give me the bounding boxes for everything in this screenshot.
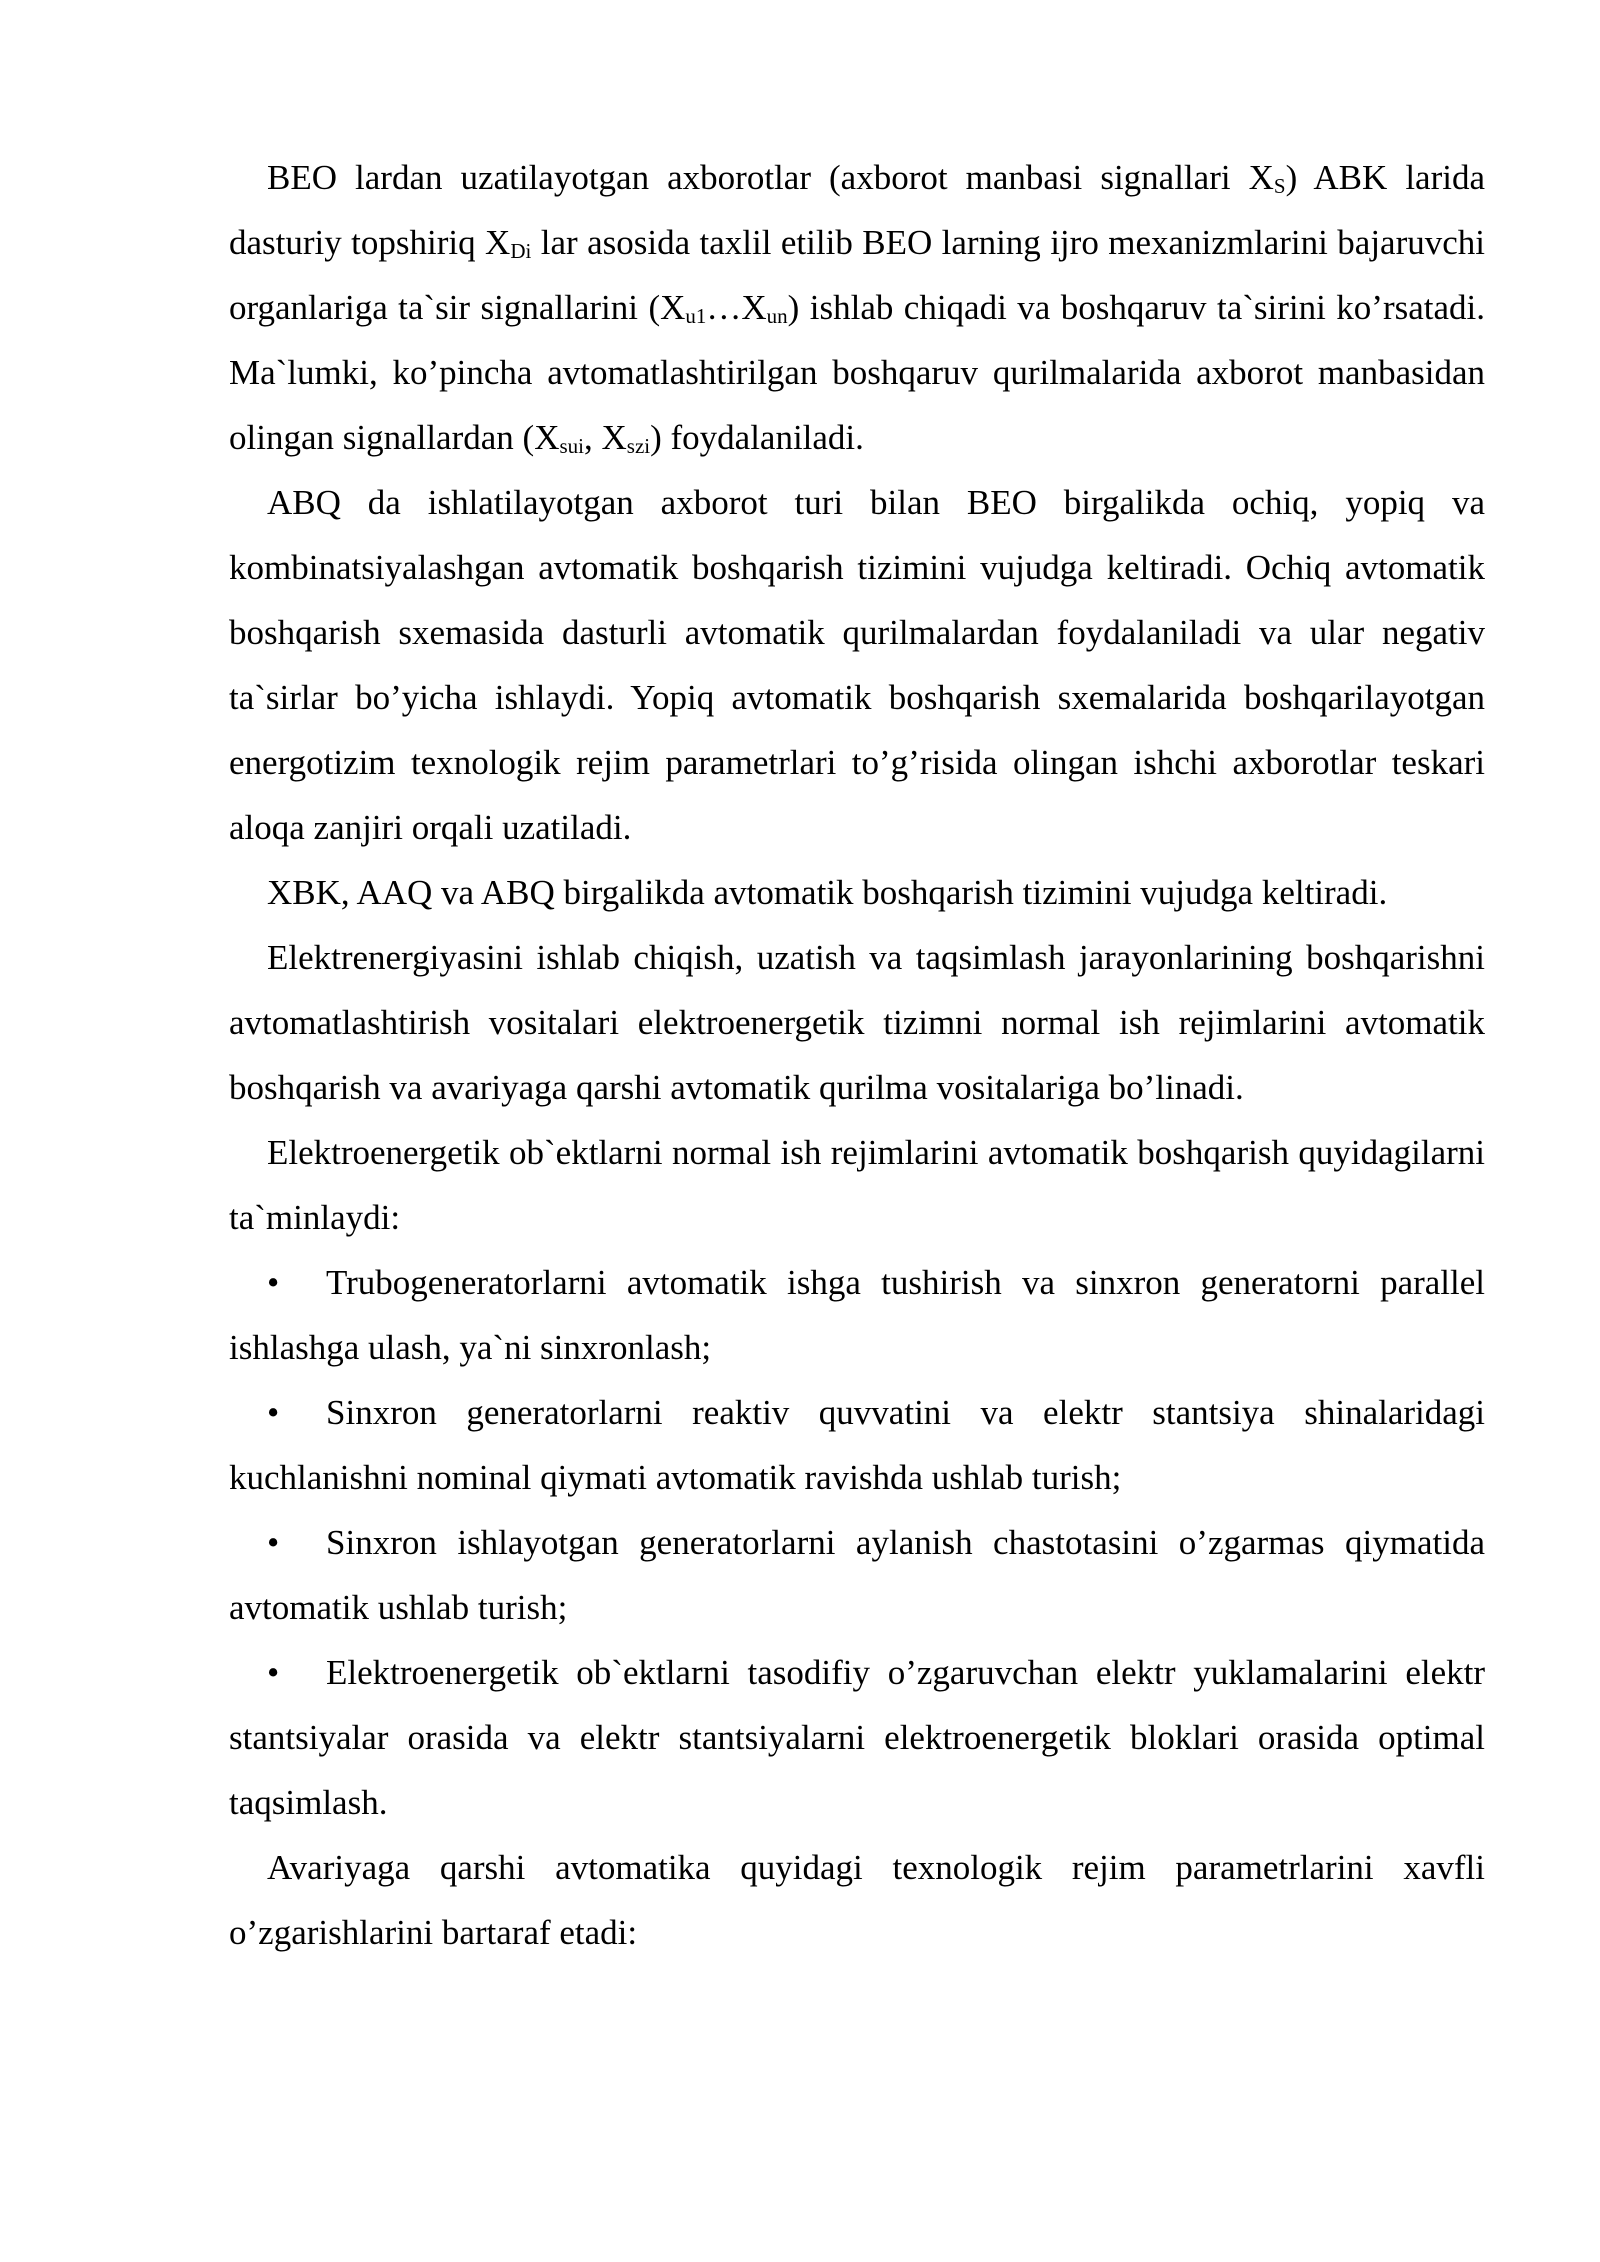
paragraph-text: ABQ da ishlatilayotgan axborot turi bilan BEO birgalikda ochiq, yopiq va kombinatsiyalashgan avtomatik boshqarish tizimini vujudga keltiradi. Ochiq avtomatik boshqarish sxemasida dasturli avtomatik qurilmalardan foydalaniladi va ular negativ ta`sirlar bo’yicha ishlaydi. Yopiq avtomatik boshqarish sxemalarida boshqarilayotgan energotizim texnologik rejim parametrlari to’g’risida olingan ishchi axborotlar teskari aloqa zanjiri orqali uzatiladi. (229, 483, 1485, 847)
paragraph-text: XBK, AAQ va ABQ birgalikda avtomatik boshqarish tizimini vujudga keltiradi. (267, 873, 1388, 912)
list-item-text: Trubogeneratorlarni avtomatik ishga tushirish va sinxron generatorni parallel ishlashga ulash, ya`ni sinxronlash; (229, 1263, 1485, 1367)
list-item (229, 1380, 1485, 1510)
list-item-text: Elektroenergetik ob`ektlarni tasodifiy o’zgaruvchan elektr yuklamalarini elektr stantsiyalar orasida va elektr stantsiyalarni elektroenergetik bloklari orasida optimal taqsimlash. (229, 1653, 1485, 1822)
paragraph-abq-systems (229, 470, 1485, 860)
subscript: u1 (685, 304, 707, 328)
paragraph-beo-signals (229, 145, 1485, 470)
subscript: szi (626, 434, 651, 458)
subscript: sui (559, 434, 584, 458)
paragraph-text: …X (706, 288, 767, 327)
paragraph-text: Elektroenergetik ob`ektlarni normal ish rejimlarini avtomatik boshqarish quyidagilarni ta`minlaydi: (229, 1133, 1485, 1237)
bullet-icon: • (267, 1263, 280, 1302)
paragraph-text: ) ishlab chiqadi va boshqaruv ta`sirini ko’rsatadi. Ma`lumki, ko’pincha avtomatlashtirilgan boshqaruv qurilmalarida axborot manbasidan olingan signallardan (X (229, 288, 1485, 457)
subscript: un (766, 304, 788, 328)
paragraph-automation-division (229, 925, 1485, 1120)
subscript: S (1273, 174, 1286, 198)
paragraph-emergency-automation: Avariyaga qarshi avtomatika quyidagi texnologik rejim parametrlarini xavfli o’zgarishlarini bartaraf etadi: (229, 1848, 1485, 1952)
paragraph-text: lar asosida taxlil etilib BEO larning ijro mexanizmlarini bajaruvchi organlariga ta`sir signallarini (X (229, 223, 1485, 327)
bullet-icon: • (267, 1393, 280, 1432)
list-item (229, 1250, 1485, 1380)
list-item (229, 1510, 1485, 1640)
list-item (229, 1640, 1485, 1835)
list-item-text: Sinxron generatorlarni reaktiv quvvatini va elektr stantsiya shinalaridagi kuchlanishni nominal qiymati avtomatik ravishda ushlab turish; (229, 1393, 1485, 1497)
bullet-icon: • (267, 1523, 280, 1562)
paragraph-text: BEO lardan uzatilayotgan axborotlar (axborot manbasi signallari X (267, 158, 1274, 197)
paragraph-text: , X (583, 418, 627, 457)
paragraph-text: ) foydalaniladi. (650, 418, 864, 457)
bullet-icon: • (267, 1653, 280, 1692)
paragraph-xbk-aaq-abq (229, 860, 1485, 925)
list-item-text: Sinxron ishlayotgan generatorlarni aylanish chastotasini o’zgarmas qiymatida avtomatik ushlab turish; (229, 1523, 1485, 1627)
document-page (229, 145, 1485, 1965)
paragraph-text: Elektrenergiyasini ishlab chiqish, uzatish va taqsimlash jarayonlarining boshqarishni avtomatlashtirish vositalari elektroenergetik tizimni normal ish rejimlarini avtomatik boshqarish va avariyaga qarshi avtomatik qurilma vositalariga bo’linadi. (229, 938, 1485, 1107)
paragraph-text: ) ABK larida dasturiy topshiriq X (229, 158, 1485, 262)
paragraph-normal-mode-intro (229, 1120, 1485, 1250)
subscript: Di (510, 239, 532, 263)
